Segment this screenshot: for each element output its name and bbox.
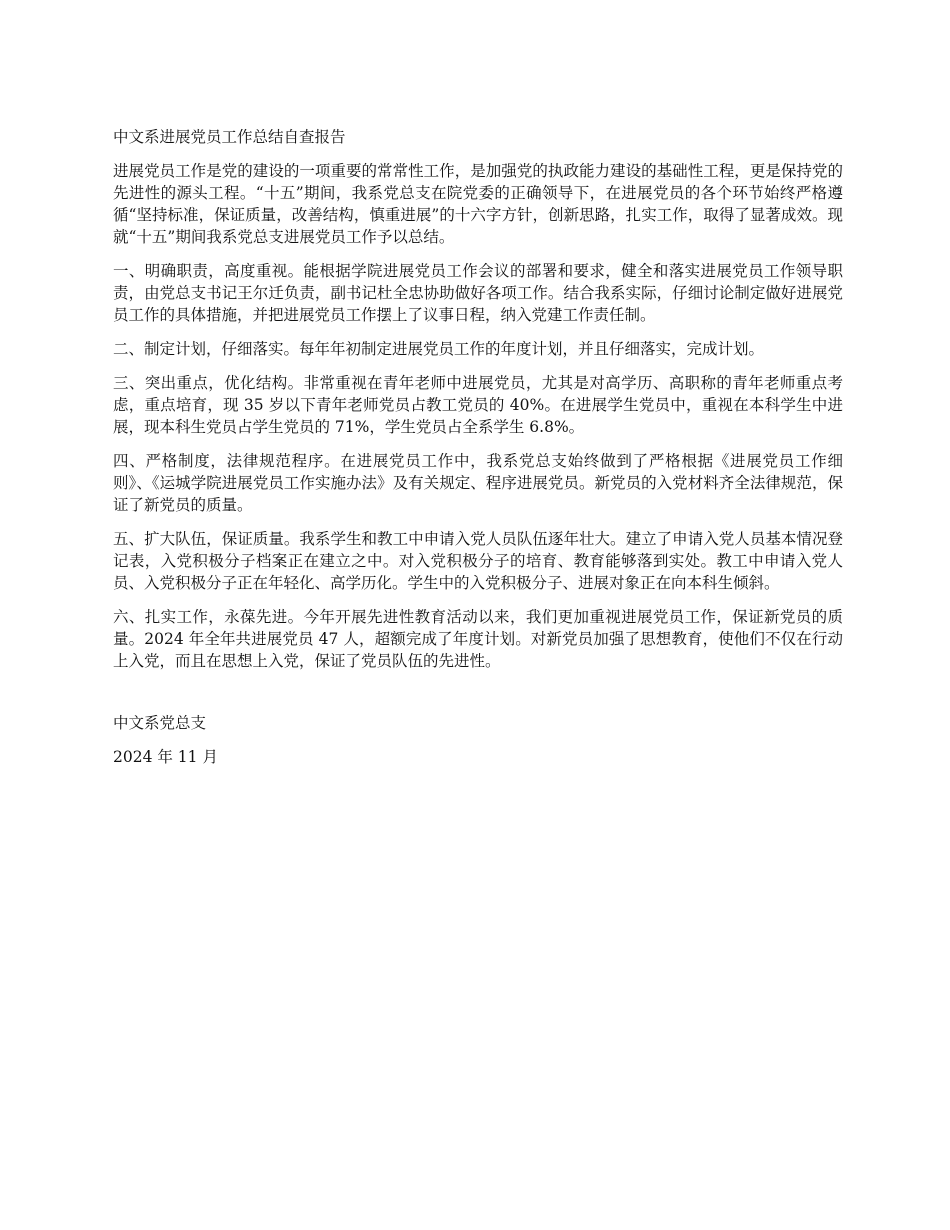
signature-date: 2024 年 11 月	[113, 748, 218, 766]
paragraph-section-2: 二、制定计划，仔细落实。每年年初制定进展党员工作的年度计划，并且仔细落实，完成计划。	[113, 340, 765, 358]
document-page	[113, 126, 843, 780]
signature-organization: 中文系党总支	[113, 714, 207, 732]
signature-block	[113, 712, 843, 768]
document-title: 中文系进展党员工作总结自查报告	[113, 128, 346, 146]
paragraph-section-5: 五、扩大队伍，保证质量。我系学生和教工中申请入党人员队伍逐年壮大。建立了申请入党人员基本情况登记表，入党积极分子档案正在建立之中。对入党积极分子的培育、教育能够落到实处。教工中申请入党人员、入党积极分子正在年轻化、高学历化。学生中的入党积极分子、进展对象正在向本科生倾斜。	[113, 530, 843, 592]
paragraph-section-6: 六、扎实工作，永葆先进。今年开展先进性教育活动以来，我们更加重视进展党员工作，保证新党员的质量。2024 年全年共进展党员 47 人，超额完成了年度计划。对新党员加强了思想教育，使他们不仅在行动上入党，而且在思想上入党，保证了党员队伍的先进性。	[113, 608, 843, 670]
paragraph-section-1: 一、明确职责，高度重视。能根据学院进展党员工作会议的部署和要求，健全和落实进展党员工作领导职责，由党总支书记王尔迁负责，副书记杜全忠协助做好各项工作。结合我系实际，仔细讨论制定做好进展党员工作的具体措施，并把进展党员工作摆上了议事日程，纳入党建工作责任制。	[113, 262, 843, 324]
paragraph-section-4: 四、严格制度，法律规范程序。在进展党员工作中，我系党总支始终做到了严格根据《进展党员工作细则》、《运城学院进展党员工作实施办法》及有关规定、程序进展党员。新党员的入党材料齐全法律规范，保证了新党员的质量。	[113, 452, 843, 514]
paragraph-section-3: 三、突出重点，优化结构。非常重视在青年老师中进展党员，尤其是对高学历、高职称的青年老师重点考虑，重点培育，现 35 岁以下青年老师党员占教工党员的 40%。在进展学生党员中，重视在本科学生中进展，现本科生党员占学生党员的 71%，学生党员占全系学生 6.8%。	[113, 374, 843, 436]
paragraph-intro: 进展党员工作是党的建设的一项重要的常常性工作，是加强党的执政能力建设的基础性工程，更是保持党的先进性的源头工程。“十五”期间，我系党总支在院党委的正确领导下，在进展党员的各个环节始终严格遵循“坚持标准，保证质量，改善结构，慎重进展”的十六字方针，创新思路，扎实工作，取得了显著成效。现就“十五”期间我系党总支进展党员工作予以总结。	[113, 162, 843, 246]
